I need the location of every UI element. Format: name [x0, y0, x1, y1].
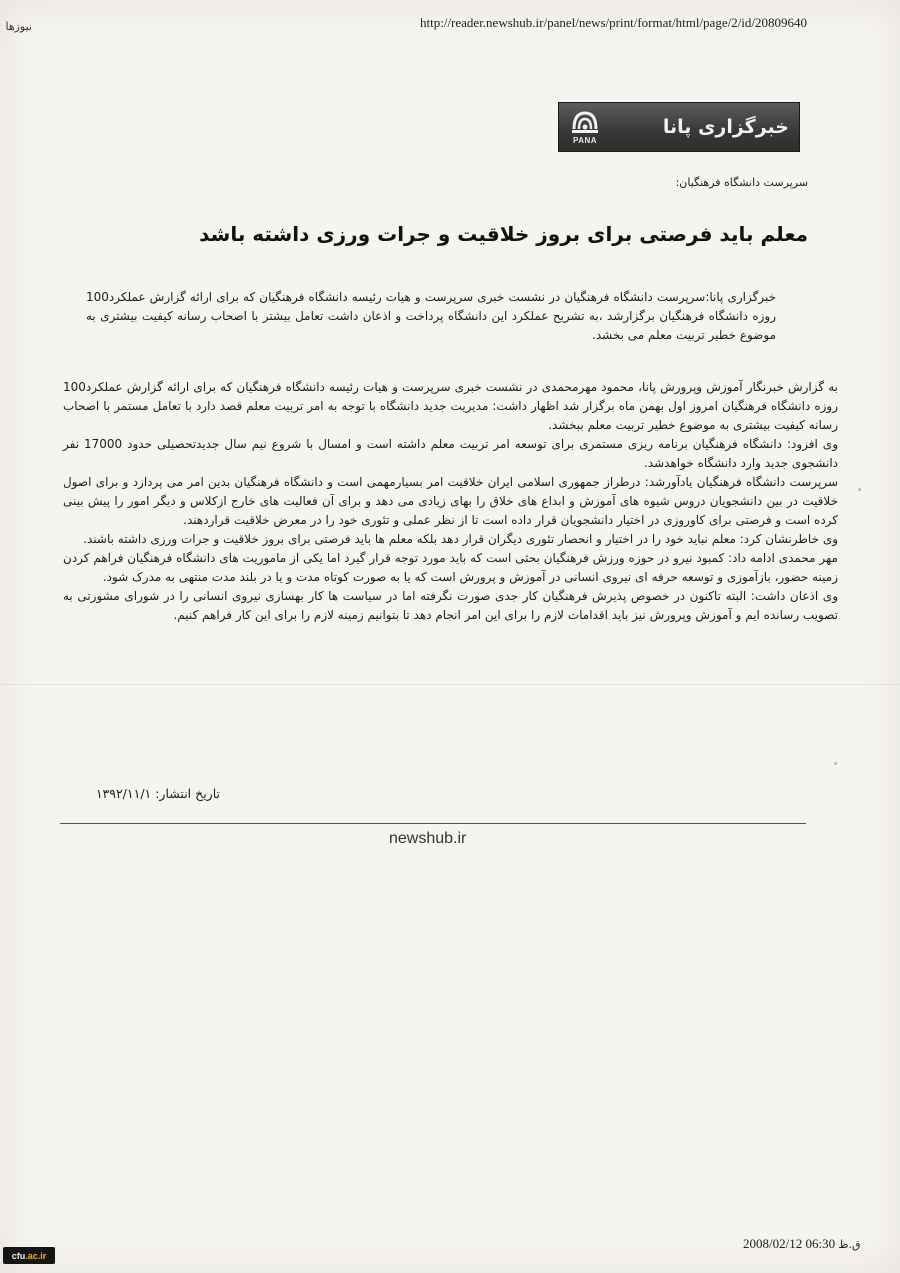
- source-stamp: [3, 1247, 55, 1264]
- body-paragraph: به گزارش خبرنگار آموزش وپرورش پانا، محمود مهرمحمدی در نشست خبری سرپرست و هیات رئیسه دانشگاه فرهنگیان که برای ارائه گزارش عملکرد100 روزه دانشگاه فرهنگیان امروز اول بهمن ماه برگزار شد اظهار داشت: مدیریت جدید دانشگاه با توجه به امر تربیت معلم قصد دارد با تعامل مستمر با اصحاب رسانه کیفیت بیشتری به موضوع خطیر تربیت معلم ببخشد.: [63, 380, 838, 432]
- pana-logo-icon: [567, 107, 603, 149]
- article-kicker: سرپرست دانشگاه فرهنگیان:: [675, 176, 808, 189]
- scan-artifact: [0, 684, 900, 685]
- body-paragraph: وی افزود: دانشگاه فرهنگیان برنامه ریزی مستمری برای توسعه امر تربیت معلم داشته است و امسال با شروع نیم سال جدیدتحصیلی حدود 17000 نفر دانشجوی جدید وارد دانشگاه خواهدشد.: [63, 437, 838, 470]
- article-headline: معلم باید فرصتی برای بروز خلاقیت و جرات ورزی داشته باشد: [199, 222, 808, 246]
- footer-site: newshub.ir: [389, 830, 467, 847]
- body-paragraph: سرپرست دانشگاه فرهنگیان یادآورشد: درطراز جمهوری اسلامی ایران خلاقیت امر بسیارمهمی است و دانشگاه فرهنگیان بدین امر می پردازد و برای اصول خلاقیت در بین دانشجویان دروس شیوه های آموزش و ابداع های خلاق را بهای زیادی می دهد و برای آن فعالیت های خارج ازکلاس و دیگر امور را پیش بینی کرده است و فرصتی برای کاوروزی در اختیار دانشجویان قرار داده است تا از نظر عملی و تئوری خود را در معرض خلاقیت قراردهند.: [63, 475, 838, 527]
- print-url: http://reader.newshub.ir/panel/news/print/format/html/page/2/id/20809640: [420, 15, 808, 30]
- scan-speck: [834, 762, 837, 765]
- logo-text: خبرگزاری پانا: [662, 116, 789, 138]
- publish-date: تاریخ انتشار: ۱۳۹۲/۱۱/۱: [95, 786, 220, 801]
- stamp-left: cfu: [11, 1250, 26, 1261]
- scan-speck: [858, 488, 861, 491]
- print-timestamp: [743, 1236, 861, 1252]
- logo-sub: PANA: [572, 136, 598, 145]
- timestamp-value: 2008/02/12 06:30: [743, 1236, 836, 1251]
- agency-logo: [558, 102, 800, 152]
- footer-divider: [60, 823, 806, 824]
- body-paragraph: مهر محمدی ادامه داد: کمبود نیرو در حوزه ورزش فرهنگیان بحثی است که باید مورد توجه قرار گیرد اما یکی از ماموریت های دانشگاه فرهنگیان فراهم کردن زمینه حضور، بازآموزی و توسعه حرفه ای نیروی انسانی در آموزش و پرورش است که یا به صورت کوتاه مدت و یا در بلند مدت منتهی به مدرک شود.: [63, 551, 838, 584]
- stamp-right: .ac.ir: [25, 1250, 47, 1261]
- timestamp-suffix: ق.ظ: [838, 1238, 861, 1251]
- article-lead: خبرگزاری پانا:سرپرست دانشگاه فرهنگیان در نشست خبری سرپرست و هیات رئیسه دانشگاه فرهنگیان که برای ارائه گزارش عملکرد100 روزه دانشگاه فرهنگیان برگزارشد ،به تشریح عملکرد این دانشگاه پرداخت و اذعان داشت تعامل بیشتر با اصحاب رسانه کیفیت بیشتری به موضوع خطیر تربیت معلم می بخشد.: [86, 290, 776, 342]
- article-body: [63, 378, 838, 625]
- body-paragraph: وی خاطرنشان کرد: معلم نباید خود را در اختیار و انحصار تئوری دیگران قرار دهد بلکه معلم ها باید فرصتی برای بروز خلاقیت و جرات ورزی داشته باشند.: [83, 532, 838, 546]
- site-tag: نیوزها: [5, 20, 32, 33]
- body-paragraph: وی اذعان داشت: البته تاکنون در خصوص پذیرش فرهنگیان کار جدی صورت نگرفته اما در سیاست ها کار بهسازی نیروی انسانی را در شورای مشورتی به تصویب رسانده ایم و آموزش وپرورش نیز باید اقدامات لازم را برای این امر انجام دهد تا بتوانیم زمینه لازم را برای این کار فراهم کنیم.: [63, 589, 838, 622]
